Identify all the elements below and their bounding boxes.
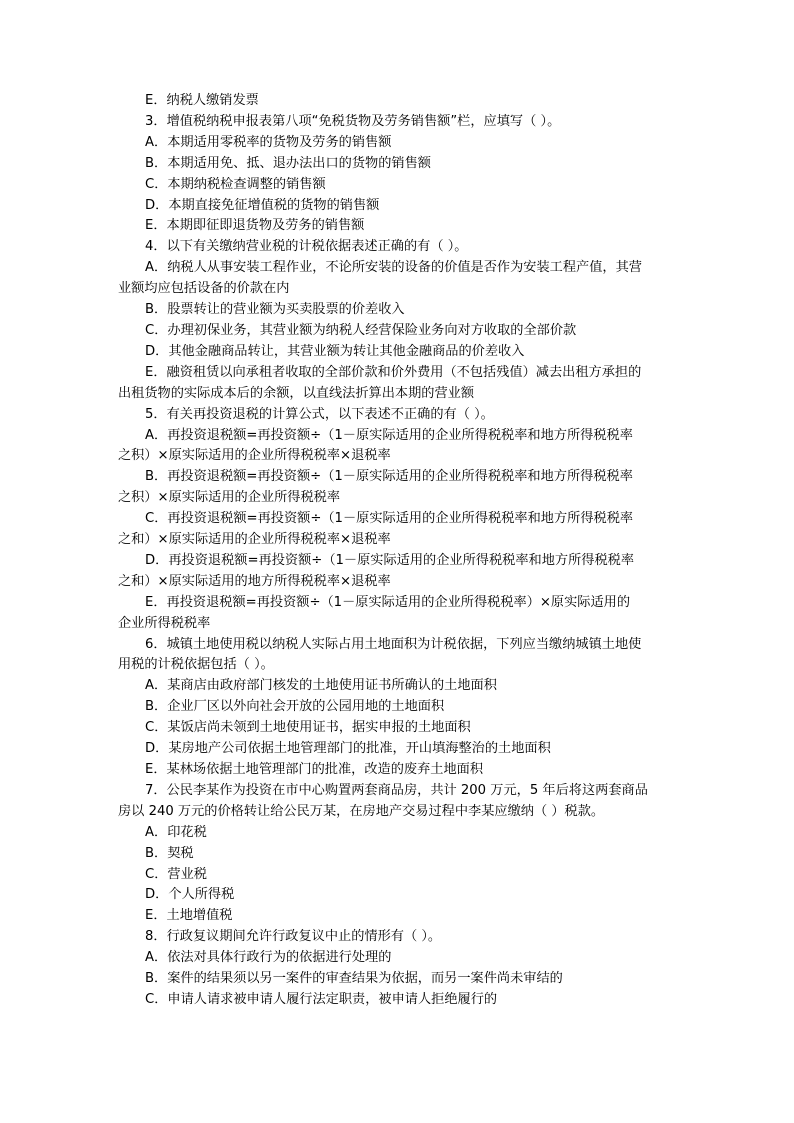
text-line: E．再投资退税额=再投资额÷（1－原实际适用的企业所得税税率）×原实际适用的 xyxy=(145,594,631,610)
text-line: 之和）×原实际适用的地方所得税税率×退税率 xyxy=(118,573,391,589)
text-line: 3．增值税纳税申报表第八项“免税货物及劳务销售额”栏，应填写（ ）。 xyxy=(145,113,561,129)
text-line: D．某房地产公司依据土地管理部门的批准，开山填海整治的土地面积 xyxy=(145,741,551,757)
text-line: 用税的计税依据包括（ ）。 xyxy=(118,657,274,673)
text-line: C．某饭店尚未领到土地使用证书，据实申报的土地面积 xyxy=(145,720,471,736)
text-line: C．申请人请求被申请人履行法定职责，被申请人拒绝履行的 xyxy=(145,991,498,1007)
text-line: 之积）×原实际适用的企业所得税税率 xyxy=(118,490,341,506)
text-line: A．纳税人从事安装工程作业，不论所安装的设备的价值是否作为安装工程产值，其营 xyxy=(145,260,642,276)
text-line: B．再投资退税额=再投资额÷（1－原实际适用的企业所得税税率和地方所得税税率 xyxy=(145,469,633,485)
text-line: A．某商店由政府部门核发的土地使用证书所确认的土地面积 xyxy=(145,678,497,694)
text-line: B．案件的结果须以另一案件的审查结果为依据，而另一案件尚未审结的 xyxy=(145,971,563,987)
text-line: 4．以下有关缴纳营业税的计税依据表述正确的有（ ）。 xyxy=(145,239,468,255)
text-line: 8．行政复议期间允许行政复议中止的情形有（ ）。 xyxy=(145,929,442,945)
text-line: B．企业厂区以外向社会开放的公园用地的土地面积 xyxy=(145,699,445,715)
text-line: 出租货物的实际成本后的余额，以直线法折算出本期的营业额 xyxy=(118,385,475,401)
text-line: A．本期适用零税率的货物及劳务的销售额 xyxy=(145,134,392,150)
text-line: C．再投资退税额=再投资额÷（1－原实际适用的企业所得税税率和地方所得税税率 xyxy=(145,511,634,527)
text-line: D．本期直接免征增值税的货物的销售额 xyxy=(145,197,380,213)
text-line: C．本期纳税检查调整的销售额 xyxy=(145,176,326,192)
text-line: 房以 240 万元的价格转让给公民万某，在房地产交易过程中李某应缴纳（ ）税款。 xyxy=(118,803,605,819)
text-line: E．本期即征即退货物及劳务的销售额 xyxy=(145,218,365,234)
text-line: A．再投资退税额=再投资额÷（1－原实际适用的企业所得税税率和地方所得税税率 xyxy=(145,427,633,443)
text-line: E．融资租赁以向承租者收取的全部价款和价外费用（不包括残值）减去出租方承担的 xyxy=(145,364,642,380)
text-line: 5．有关再投资退税的计算公式，以下表述不正确的有（ ）。 xyxy=(145,406,494,422)
text-line: 企业所得税税率 xyxy=(118,615,211,631)
text-line: B．股票转让的营业额为买卖股票的价差收入 xyxy=(145,302,405,318)
text-line: 7．公民李某作为投资在市中心购置两套商品房，共计 200 万元，5 年后将这两套商品 xyxy=(145,782,648,798)
text-line: C．营业税 xyxy=(145,866,207,882)
text-line: A．印花税 xyxy=(145,824,207,840)
text-line: 业额均应包括设备的价款在内 xyxy=(118,281,290,297)
text-line: E．土地增值税 xyxy=(145,908,233,924)
text-line: A．依法对具体行政行为的依据进行处理的 xyxy=(145,950,392,966)
text-line: 6．城镇土地使用税以纳税人实际占用土地面积为计税依据，下列应当缴纳城镇土地使 xyxy=(145,636,642,652)
text-line: 之和）×原实际适用的企业所得税税率×退税率 xyxy=(118,532,391,548)
text-line: B．本期适用免、抵、退办法出口的货物的销售额 xyxy=(145,155,431,171)
text-line: D．再投资退税额=再投资额÷（1－原实际适用的企业所得税税率和地方所得税税率 xyxy=(145,552,635,568)
text-line: E．纳税人缴销发票 xyxy=(145,93,259,108)
text-line: D．其他金融商品转让，其营业额为转让其他金融商品的价差收入 xyxy=(145,343,525,359)
text-line: C．办理初保业务，其营业额为纳税人经营保险业务向对方收取的全部价款 xyxy=(145,322,577,338)
text-line: 之积）×原实际适用的企业所得税税率×退税率 xyxy=(118,448,391,464)
text-line: B．契税 xyxy=(145,845,194,861)
text-line: E．某林场依据土地管理部门的批准，改造的废弃土地面积 xyxy=(145,762,484,777)
text-line: D．个人所得税 xyxy=(145,887,235,903)
